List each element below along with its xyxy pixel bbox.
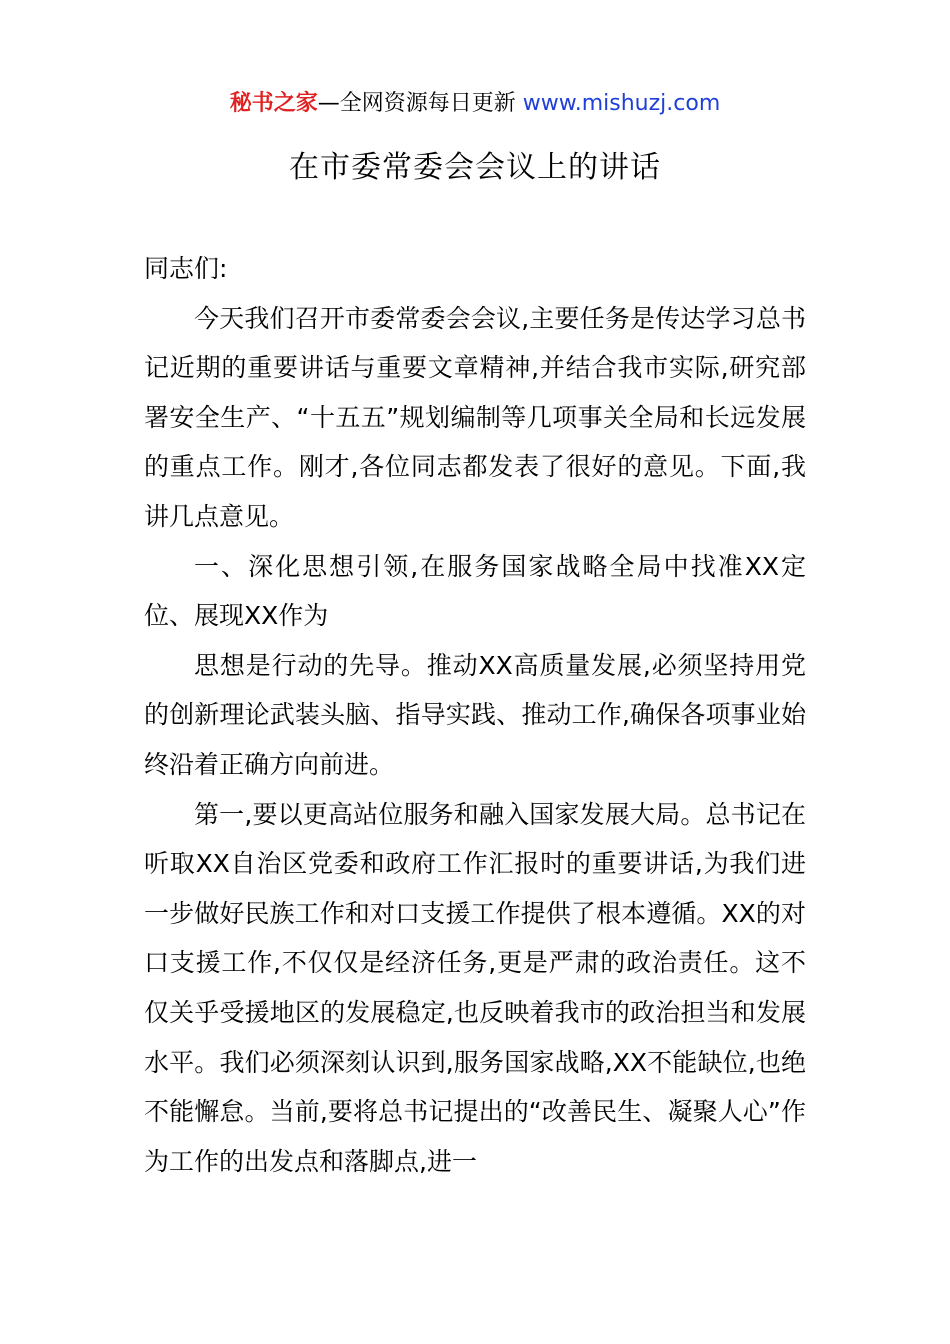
brand-name: 秘书之家 xyxy=(229,91,318,116)
site-header xyxy=(0,88,950,120)
salutation: 同志们: xyxy=(144,254,228,283)
document-title: 在市委常委会会议上的讲话 xyxy=(289,150,661,185)
paragraph-section-1: 思想是行动的先导。推动XX高质量发展,必须坚持用党的创新理论武装头脑、指导实践、推动工作,确保各项事业始终沿着正确方向前进。 xyxy=(144,650,806,779)
site-url-link[interactable]: www.mishuzj.com xyxy=(522,91,721,116)
paragraph-intro: 今天我们召开市委常委会会议,主要任务是传达学习总书记近期的重要讲话与重要文章精神,并结合我市实际,研究部署安全生产、“十五五”规划编制等几项事关全局和长远发展的重点工作。刚才,各位同志都发表了很好的意见。下面,我讲几点意见。 xyxy=(144,303,806,531)
header-tagline: —全网资源每日更新 xyxy=(317,91,523,116)
section-heading-1: 一、深化思想引领,在服务国家战略全局中找准XX定位、展现XX作为 xyxy=(144,551,806,631)
document-body xyxy=(144,244,806,1186)
paragraph-point-1: 第一,要以更高站位服务和融入国家发展大局。总书记在听取XX自治区党委和政府工作汇报时的重要讲话,为我们进一步做好民族工作和对口支援工作提供了根本遵循。XX的对口支援工作,不仅仅是经济任务,更是严肃的政治责任。这不仅关乎受援地区的发展稳定,也反映着我市的政治担当和发展水平。我们必须深刻认识到,服务国家战略,XX不能缺位,也绝不能懈怠。当前,要将总书记提出的“改善民生、凝聚人心”作为工作的出发点和落脚点,进一 xyxy=(144,799,806,1176)
